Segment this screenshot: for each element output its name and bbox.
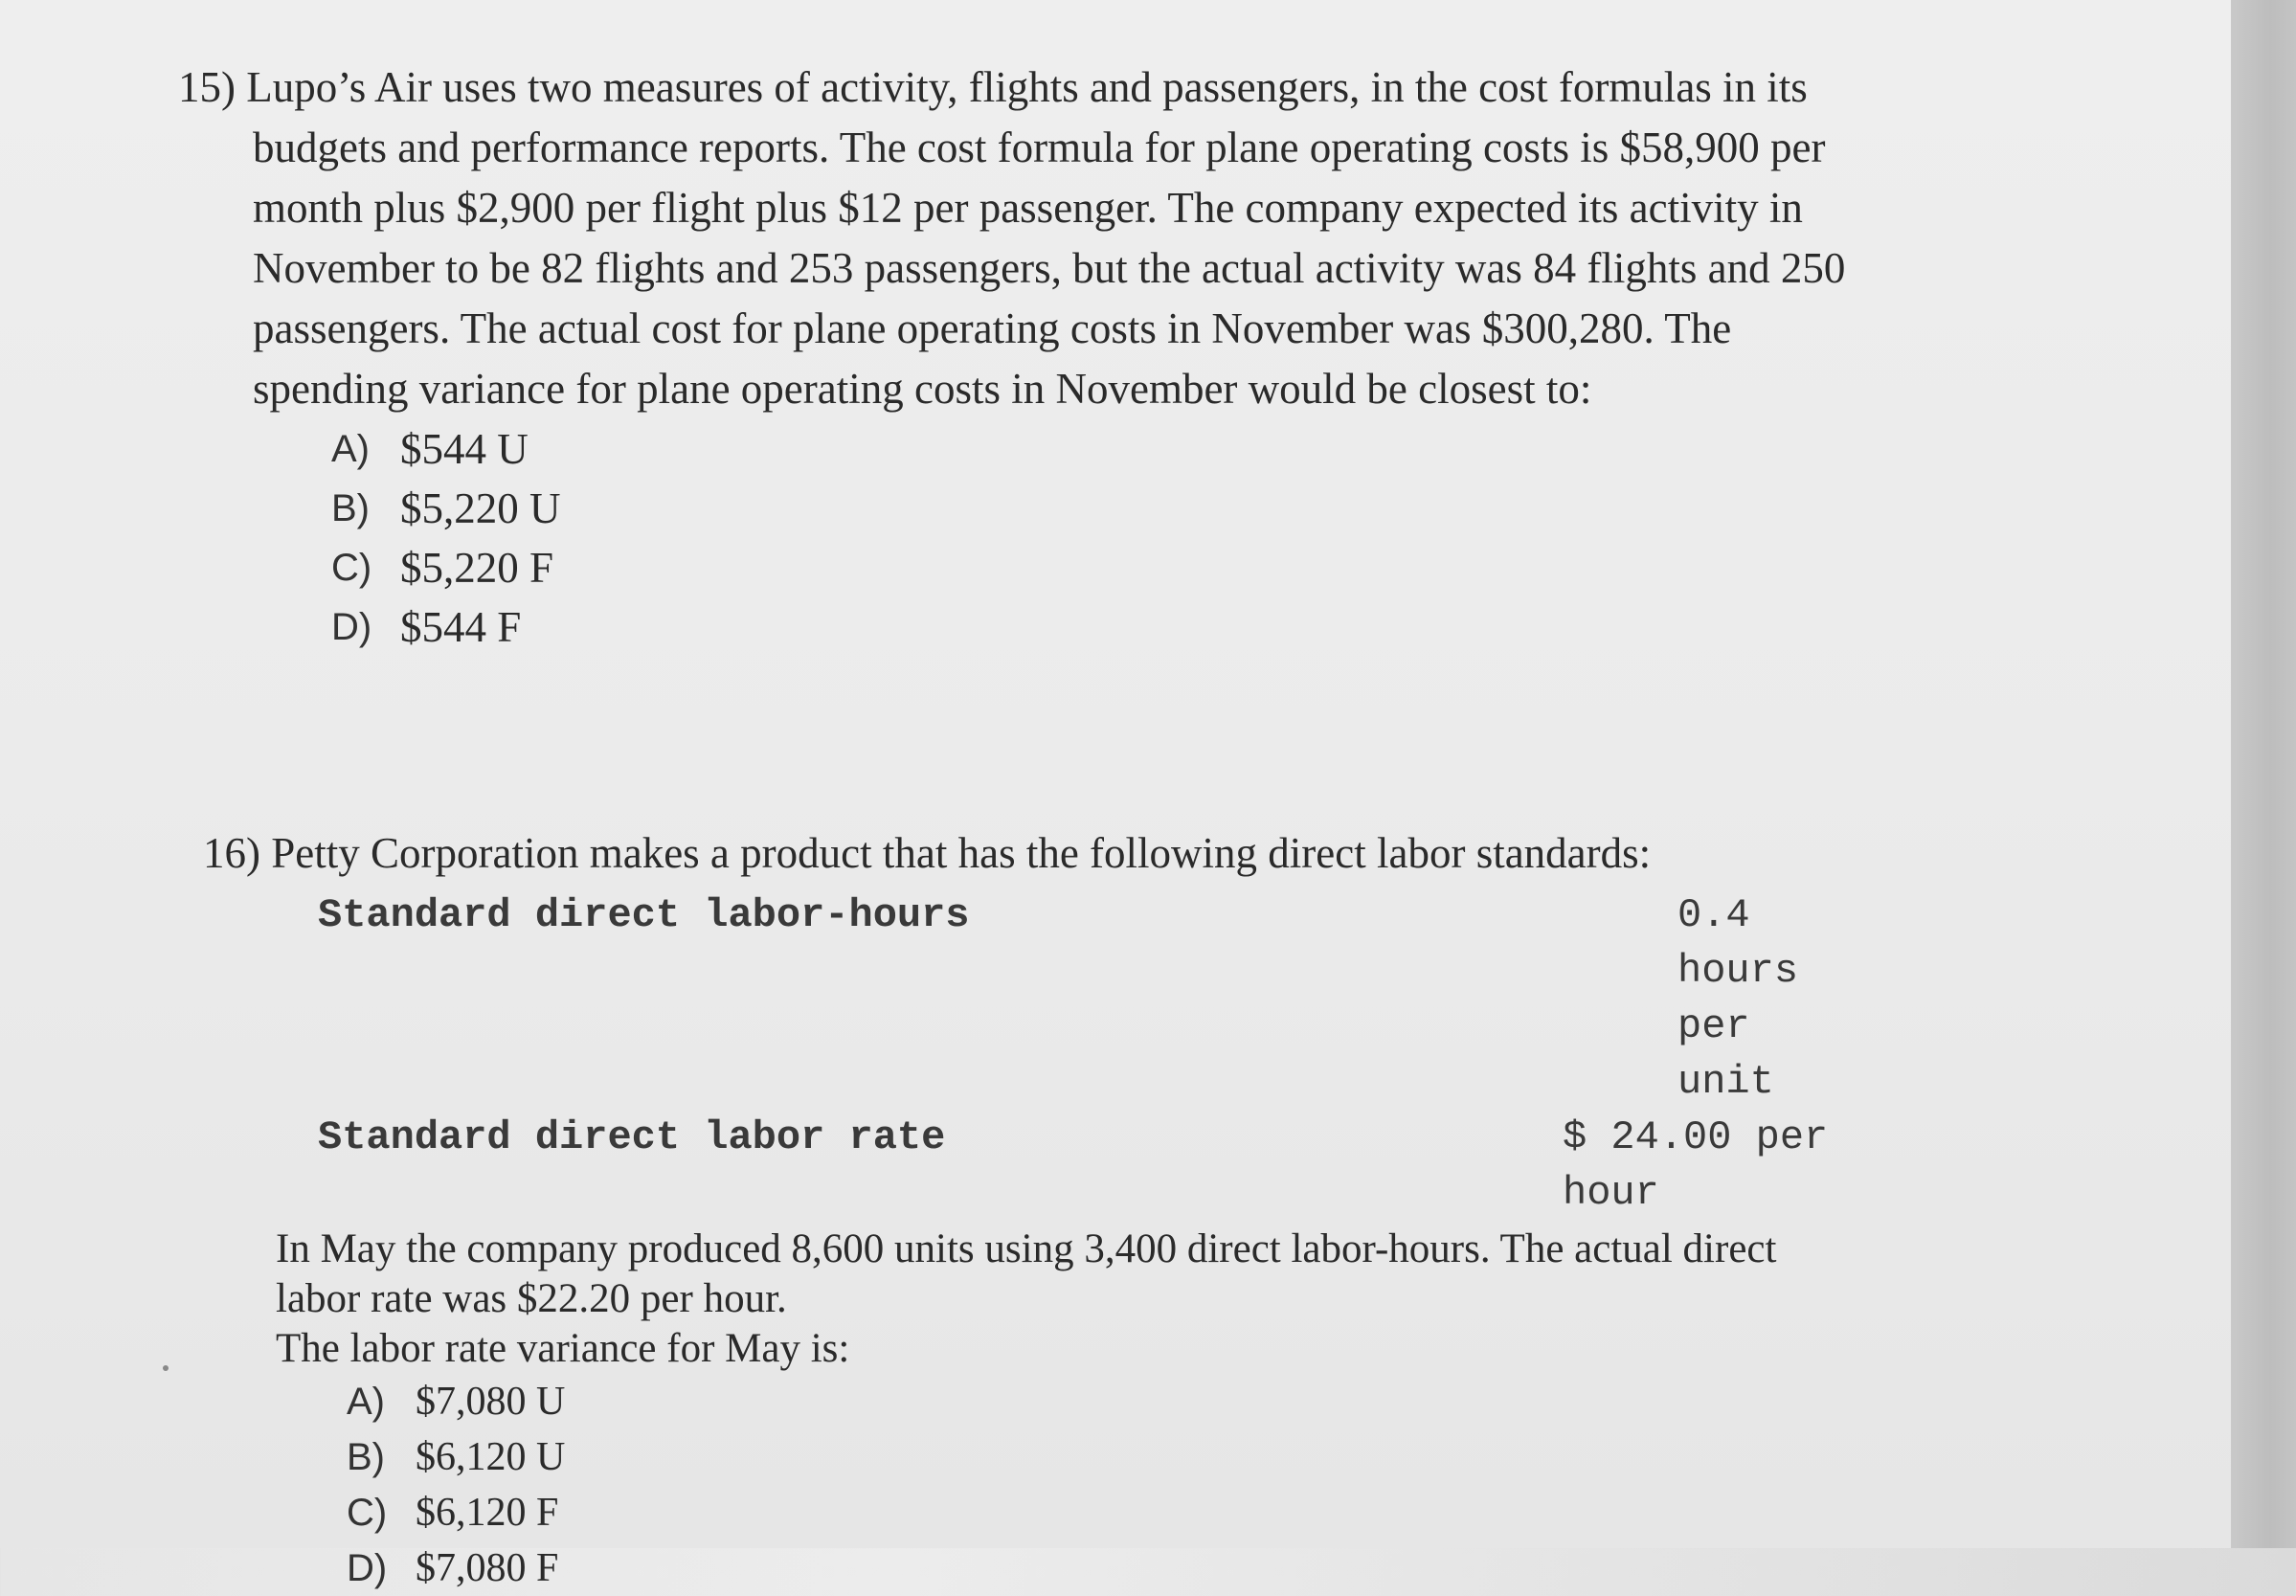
question-15-stem-line: November to be 82 flights and 253 passengers, but the actual activity was 84 flights and 250 bbox=[253, 244, 1846, 292]
question-16-stem bbox=[203, 823, 2022, 884]
option-letter: B) bbox=[347, 1436, 385, 1478]
question-16-stem-line: Petty Corporation makes a product that has the following direct labor standards: bbox=[271, 829, 1652, 877]
question-15-stem bbox=[178, 57, 1997, 419]
standards-value: $ 24.00 per hour bbox=[1563, 1114, 1829, 1216]
question-16-option-b bbox=[347, 1429, 2022, 1485]
question-16-body-line: The labor rate variance for May is: bbox=[276, 1326, 850, 1371]
question-15-option-d bbox=[331, 597, 1997, 657]
option-letter: A) bbox=[331, 428, 370, 470]
monitor-bezel bbox=[2231, 0, 2296, 1548]
question-15 bbox=[178, 57, 1997, 657]
option-text: $7,080 F bbox=[416, 1546, 559, 1590]
option-text: $7,080 U bbox=[416, 1380, 566, 1424]
question-16-option-a bbox=[347, 1374, 2022, 1429]
option-text: $6,120 U bbox=[416, 1435, 566, 1479]
question-15-stem-line: month plus $2,900 per flight plus $12 per passenger. The company expected its activity in bbox=[253, 184, 1803, 232]
standards-row bbox=[318, 1110, 1850, 1221]
option-text: $5,220 F bbox=[400, 544, 554, 592]
option-letter: C) bbox=[331, 547, 372, 589]
question-16 bbox=[203, 823, 2022, 1596]
standards-value: 0.4 hours per unit bbox=[1677, 892, 1799, 1105]
question-16-options bbox=[347, 1374, 2022, 1596]
option-letter: D) bbox=[347, 1547, 388, 1589]
question-16-option-d bbox=[347, 1540, 2022, 1596]
option-text: $544 F bbox=[400, 603, 522, 651]
question-16-body-line: labor rate was $22.20 per hour. bbox=[276, 1276, 787, 1321]
standards-row bbox=[318, 888, 1850, 1110]
option-letter: A) bbox=[347, 1381, 385, 1423]
option-letter: B) bbox=[331, 487, 370, 529]
standards-label: Standard direct labor rate bbox=[318, 1114, 946, 1160]
option-letter: C) bbox=[347, 1492, 388, 1534]
question-15-option-c bbox=[331, 538, 1997, 597]
question-16-option-c bbox=[347, 1485, 2022, 1540]
question-16-number: 16) bbox=[203, 829, 260, 877]
question-16-body bbox=[276, 1225, 2022, 1374]
question-15-option-b bbox=[331, 479, 1997, 538]
question-15-stem-line: passengers. The actual cost for plane operating costs in November was $300,280. The bbox=[253, 304, 1732, 352]
question-15-option-a bbox=[331, 419, 1997, 479]
question-15-options bbox=[331, 419, 1997, 657]
standards-label: Standard direct labor-hours bbox=[318, 892, 970, 938]
question-15-stem-line: spending variance for plane operating costs in November would be closest to: bbox=[253, 365, 1592, 413]
option-text: $6,120 F bbox=[416, 1491, 559, 1535]
option-letter: D) bbox=[331, 606, 372, 648]
option-text: $5,220 U bbox=[400, 484, 561, 532]
question-16-body-line: In May the company produced 8,600 units using 3,400 direct labor-hours. The actual direct bbox=[276, 1226, 1777, 1271]
question-15-number: 15) bbox=[178, 63, 236, 111]
question-15-stem-line: budgets and performance reports. The cost formula for plane operating costs is $58,900 per bbox=[253, 124, 1826, 171]
screen-speck bbox=[163, 1365, 169, 1371]
labor-standards-table bbox=[318, 888, 1850, 1221]
question-15-stem-line: Lupo’s Air uses two measures of activity, flights and passengers, in the cost formulas in its bbox=[246, 63, 1808, 111]
option-text: $544 U bbox=[400, 425, 529, 473]
